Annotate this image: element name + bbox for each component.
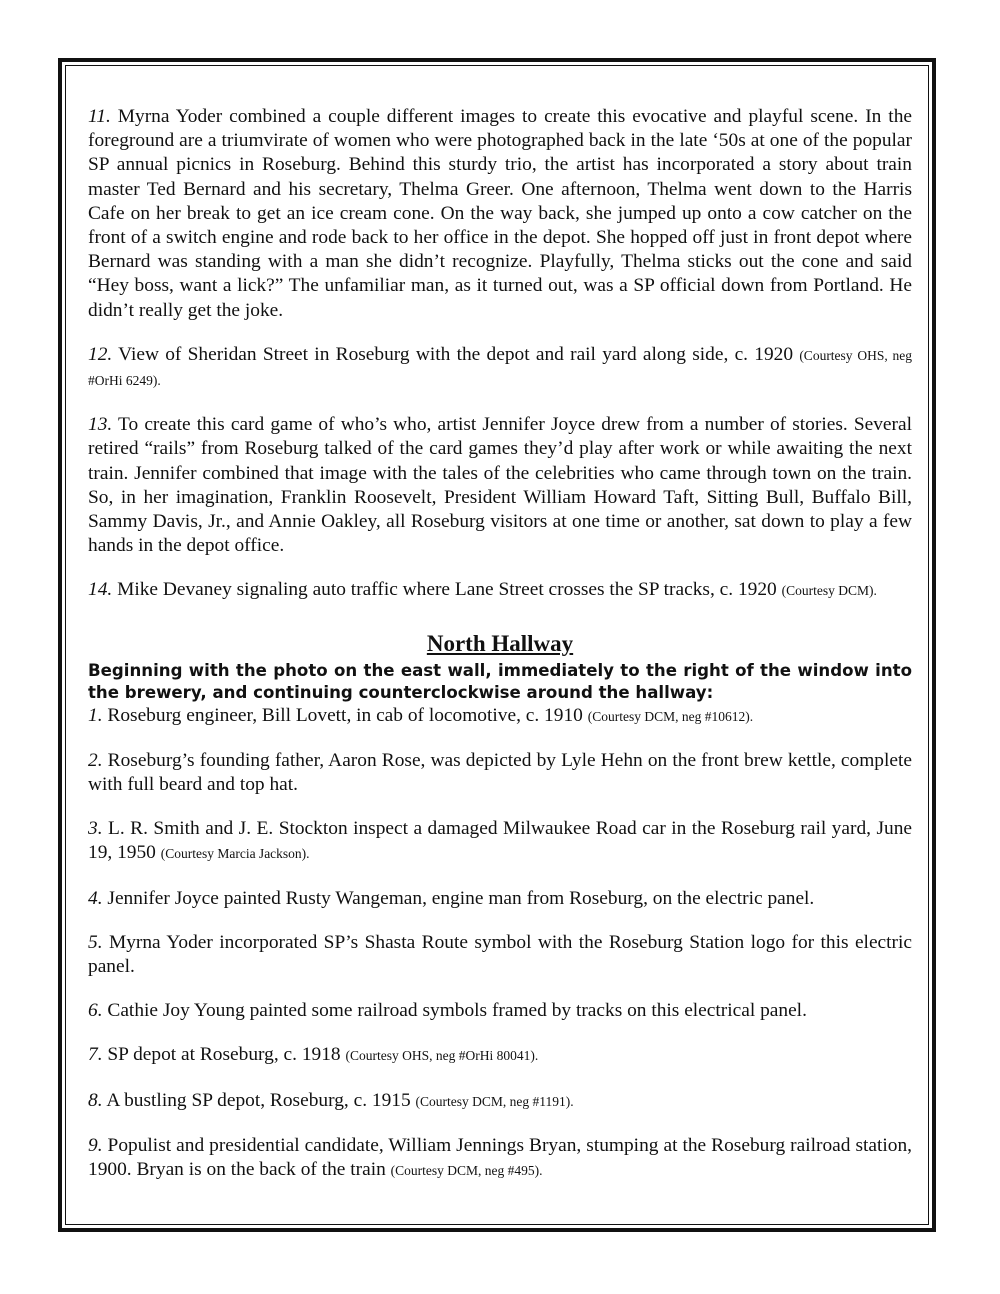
caption-entry bbox=[88, 343, 912, 393]
caption-entry bbox=[88, 1134, 912, 1183]
caption-entry bbox=[88, 578, 912, 603]
entry-text: Mike Devaney signaling auto traffic where Lane Street crosses the SP tracks, c. 1920 bbox=[112, 579, 782, 601]
entry-text: Roseburg’s founding father, Aaron Rose, was depicted by Lyle Hehn on the front brew kettle, complete with full beard and top hat. bbox=[88, 749, 912, 796]
entry-text: Myrna Yoder combined a couple different images to create this evocative and playful scene. In the foreground are a triumvirate of women who were photographed back in the late ‘50s at one of the popular SP annual picnics in Roseburg. Behind this sturdy trio, the artist has incorporated a story about train master Ted Bernard and his secretary, Thelma Greer. One afternoon, Thelma went down to the Harris Cafe on her break to get an ice cream cone. On the way back, she jumped up onto a cow catcher on the front of a switch engine and rode back to her office in the depot. She hopped off just in front depot where Bernard was standing with a man she didn’t recognize. Playfully, Thelma sticks out the cone and said “Hey boss, want a lick?” The unfamiliar man, as it turned out, was a SP official down from Portland. He didn’t really get the joke. bbox=[88, 106, 912, 321]
caption-entry bbox=[88, 413, 912, 558]
entry-number: 6. bbox=[88, 1000, 103, 1022]
entry-credit: (Courtesy OHS, neg #OrHi 6249). bbox=[88, 347, 912, 389]
entry-credit: (Courtesy DCM, neg #495). bbox=[390, 1163, 543, 1179]
entry-number: 13. bbox=[88, 414, 113, 436]
entry-number: 5. bbox=[88, 931, 103, 953]
entry-text: Myrna Yoder incorporated SP’s Shasta Route symbol with the Roseburg Station logo for this electric panel. bbox=[88, 931, 912, 978]
entry-credit: (Courtesy DCM, neg #10612). bbox=[587, 708, 754, 724]
caption-entry bbox=[88, 931, 912, 979]
entry-number: 3. bbox=[88, 818, 103, 840]
entry-text: Jennifer Joyce painted Rusty Wangeman, engine man from Roseburg, on the electric panel. bbox=[102, 887, 815, 909]
entry-text: SP depot at Roseburg, c. 1918 bbox=[102, 1044, 346, 1066]
entry-credit: (Courtesy DCM). bbox=[781, 583, 877, 599]
caption-entry bbox=[88, 749, 912, 797]
entry-number: 9. bbox=[88, 1134, 103, 1156]
entry-credit: (Courtesy DCM, neg #1191). bbox=[415, 1093, 574, 1109]
entry-text: A bustling SP depot, Roseburg, c. 1915 bbox=[102, 1089, 416, 1111]
caption-entry bbox=[88, 105, 912, 323]
section-title: North Hallway bbox=[426, 630, 574, 656]
entry-number: 4. bbox=[88, 887, 103, 909]
caption-entry bbox=[88, 704, 912, 729]
caption-entry bbox=[88, 817, 912, 866]
entry-number: 7. bbox=[88, 1044, 103, 1066]
entry-number: 8. bbox=[88, 1089, 103, 1111]
entry-text: Cathie Joy Young painted some railroad symbols framed by tracks on this electrical panel. bbox=[102, 1000, 807, 1022]
entry-credit: (Courtesy OHS, neg #OrHi 80041). bbox=[345, 1048, 539, 1064]
entry-text: L. R. Smith and J. E. Stockton inspect a damaged Milwaukee Road car in the Roseburg rail yard, June 19, 1950 bbox=[88, 818, 912, 864]
caption-entry bbox=[88, 1089, 912, 1114]
entry-text: To create this card game of who’s who, artist Jennifer Joyce drew from a number of stories. Several retired “rails” from Roseburg talked of the card games they’d play after work or while awaiting the next train. Jennifer combined that image with the tales of the celebrities who came through town on the train. So, in her imagination, Franklin Roosevelt, President William Howard Taft, Sitting Bull, Buffalo Bill, Sammy Davis, Jr., and Annie Oakley, all Roseburg visitors at one time or another, sat down to play a few hands in the depot office. bbox=[88, 414, 912, 557]
entry-number: 14. bbox=[88, 579, 113, 601]
caption-entry bbox=[88, 1043, 912, 1068]
entry-credit: (Courtesy Marcia Jackson). bbox=[160, 846, 310, 862]
section-intro: Beginning with the photo on the east wall, immediately to the right of the window into the brewery, and continuing counterclockwise around the hallway: bbox=[88, 660, 912, 702]
entry-text: View of Sheridan Street in Roseburg with the depot and rail yard along side, c. 1920 bbox=[112, 343, 800, 365]
entry-text: Roseburg engineer, Bill Lovett, in cab of locomotive, c. 1910 bbox=[102, 704, 588, 726]
entry-number: 2. bbox=[88, 749, 103, 771]
entry-number: 1. bbox=[88, 704, 103, 726]
entry-text: Populist and presidential candidate, William Jennings Bryan, stumping at the Roseburg railroad station, 1900. Bryan is on the back of the train bbox=[88, 1134, 912, 1181]
entry-number: 12. bbox=[88, 343, 113, 365]
entry-number: 11. bbox=[88, 106, 111, 127]
caption-entry bbox=[88, 887, 912, 911]
caption-entry bbox=[88, 999, 912, 1023]
document-body bbox=[88, 105, 912, 1203]
